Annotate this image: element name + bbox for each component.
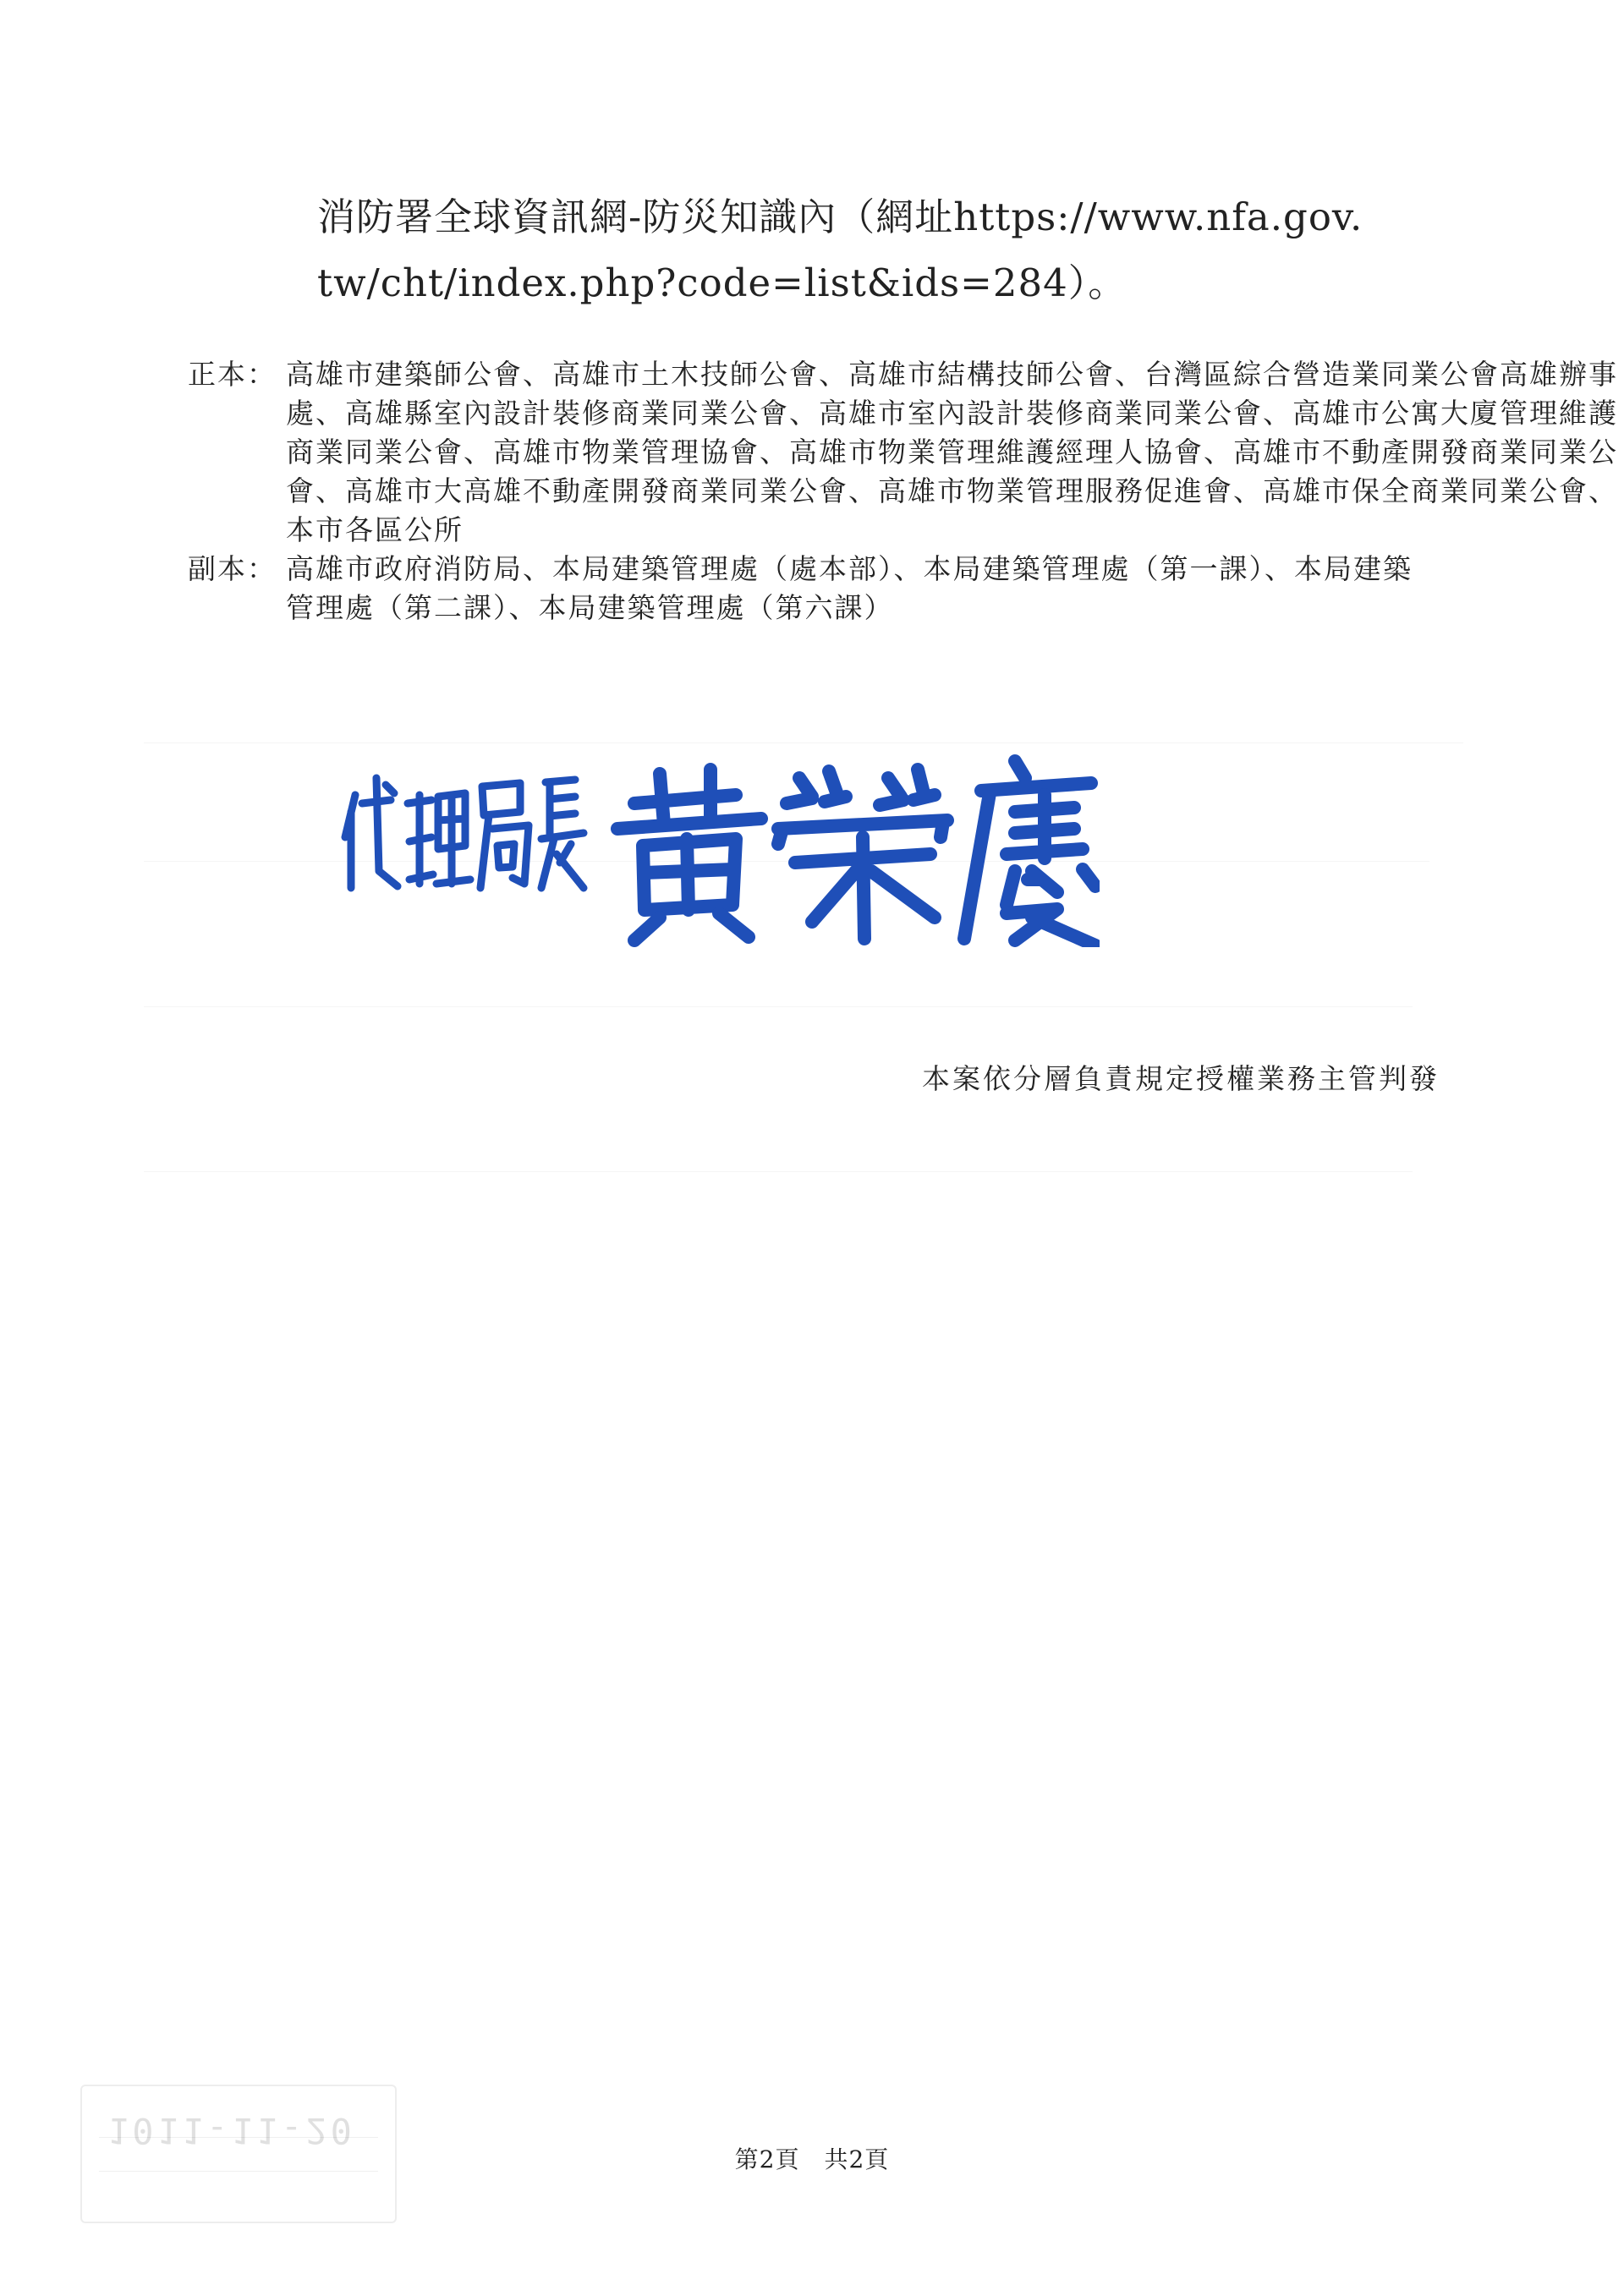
continuation-line: 消防署全球資訊網-防災知識內（網址https://www.nfa.gov.: [317, 195, 1363, 239]
copy-recipients: [188, 550, 1457, 627]
body-continuation: [317, 184, 1468, 316]
continuation-line: tw/cht/index.php?code=list&ids=284）。: [317, 260, 1127, 305]
delegation-authority-note: 本案依分層負責規定授權業務主管判發: [922, 1062, 1440, 1095]
copy-recipients-list: 高雄市政府消防局、本局建築管理處（處本部）、本局建築管理處（第一課）、本局建築管理處（第二課）、本局建築管理處（第六課）: [286, 552, 1413, 624]
recipients-section: [188, 355, 1618, 627]
scan-artifact-line: [144, 1171, 1413, 1172]
primary-recipients-list: 高雄市建築師公會、高雄市土木技師公會、高雄市結構技師公會、台灣區綜合營造業同業公會高雄辦事處、高雄縣室內設計裝修商業同業公會、高雄市室內設計裝修商業同業公會、高雄市公寓大廈管理維護商業同業公會、高雄市物業管理協會、高雄市物業管理維護經理人協會、高雄市不動產開發商業同業公會、高雄市大高雄不動產開發商業同業公會、高雄市物業管理服務促進會、高雄市保全商業同業公會、本市各區公所: [286, 358, 1618, 546]
scan-artifact-line: [144, 1006, 1413, 1007]
page-number: 第2頁 共2頁: [734, 2145, 890, 2173]
primary-recipients: [188, 355, 1618, 550]
primary-recipients-label: 正本：: [188, 358, 277, 391]
stamp-date: 1011-11-20: [107, 2110, 355, 2151]
official-signature-seal: [338, 744, 1100, 947]
copy-recipients-label: 副本：: [188, 552, 277, 585]
